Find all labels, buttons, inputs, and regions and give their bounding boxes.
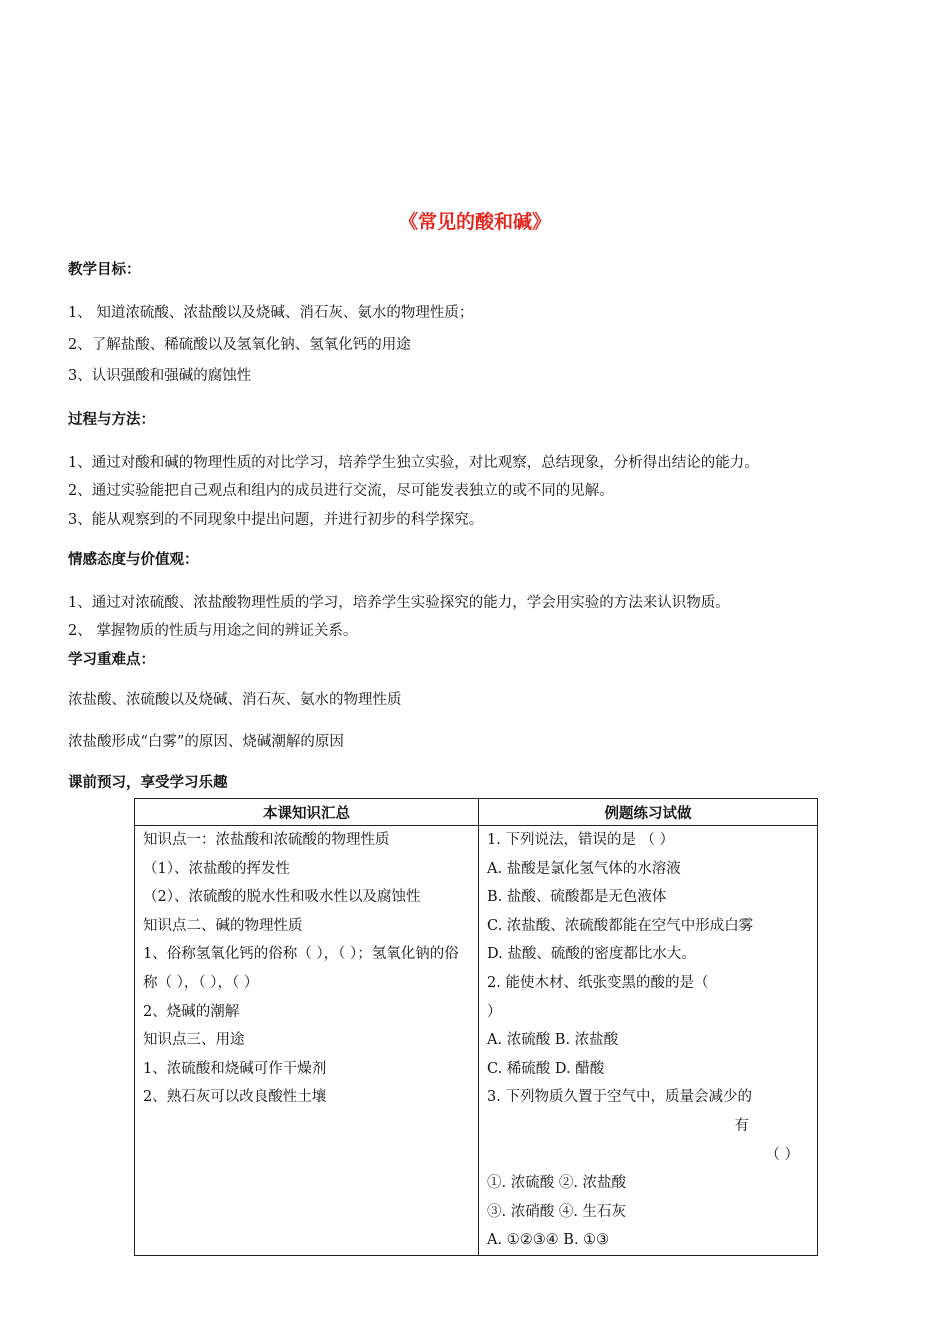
summary-line: （1）、浓盐酸的挥发性 <box>143 860 290 877</box>
summary-line: 知识点三、用途 <box>143 1032 245 1049</box>
practice-cell <box>479 826 818 1256</box>
practice-line: 1. 下列说法，错误的是 （ ） <box>487 832 675 848</box>
keypoint-item-2: 浓盐酸形成“白雾”的原因、烧碱潮解的原因 <box>68 734 344 750</box>
keypoints-heading: 学习重难点： <box>68 652 155 668</box>
summary-line: 知识点二、碱的物理性质 <box>143 917 303 934</box>
practice-line: ） <box>487 1003 502 1020</box>
attitude-item-2: 2、 掌握物质的性质与用途之间的辨证关系。 <box>68 623 358 639</box>
process-item-1: 1、通过对酸和碱的物理性质的对比学习，培养学生独立实验，对比观察，总结现象，分析得出结论的能力。 <box>68 455 759 471</box>
summary-line: 知识点一：浓盐酸和浓硫酸的物理性质 <box>143 832 390 848</box>
practice-line: A. 浓硫酸 B. 浓盐酸 <box>487 1032 619 1049</box>
attitude-heading: 情感态度与价值观： <box>68 552 199 568</box>
practice-line: 3. 下列物质久置于空气中，质量会减少的 <box>487 1089 752 1106</box>
practice-line: （ ） <box>765 1146 799 1163</box>
page-title: 《常见的酸和碱》 <box>398 211 551 233</box>
preview-heading: 课前预习，享受学习乐趣 <box>68 775 228 791</box>
keypoint-item-1: 浓盐酸、浓硫酸以及烧碱、消石灰、氨水的物理性质 <box>68 692 402 708</box>
attitude-item-1: 1、通过对浓硫酸、浓盐酸物理性质的学习，培养学生实验探究的能力，学会用实验的方法来认识物质。 <box>68 595 730 611</box>
practice-line: ③. 浓硝酸 ④. 生石灰 <box>487 1203 627 1220</box>
practice-line: C. 稀硫酸 D. 醋酸 <box>487 1060 605 1077</box>
practice-line: 2. 能使木材、纸张变黑的酸的是（ <box>487 974 709 991</box>
practice-line: B. 盐酸、硫酸都是无色液体 <box>487 889 667 906</box>
process-heading: 过程与方法： <box>68 412 155 428</box>
knowledge-table <box>134 798 818 1256</box>
summary-cell <box>135 826 479 1256</box>
practice-line: C. 浓盐酸、浓硫酸都能在空气中形成白雾 <box>487 917 754 934</box>
practice-line: A. 盐酸是氯化氢气体的水溶液 <box>487 860 681 877</box>
process-item-2: 2、通过实验能把自己观点和组内的成员进行交流，尽可能发表独立的或不同的见解。 <box>68 483 614 499</box>
summary-line: （2）、浓硫酸的脱水性和吸水性以及腐蚀性 <box>143 889 421 906</box>
practice-line: 有 <box>734 1117 749 1134</box>
goal-item-3: 3、认识强酸和强碱的腐蚀性 <box>68 368 252 384</box>
process-item-3: 3、能从观察到的不同现象中提出问题，并进行初步的科学探究。 <box>68 512 484 528</box>
practice-line: D. 盐酸、硫酸的密度都比水大。 <box>487 946 696 963</box>
goal-item-2: 2、了解盐酸、稀硫酸以及氢氧化钠、氢氧化钙的用途 <box>68 337 411 353</box>
practice-line: A. ①②③④ B. ①③ <box>487 1232 610 1249</box>
goal-item-1: 1、 知道浓硫酸、浓盐酸以及烧碱、消石灰、氨水的物理性质； <box>68 305 474 321</box>
table-header-practice: 例题练习试做 <box>479 799 818 826</box>
summary-line: 1、浓硫酸和烧碱可作干燥剂 <box>143 1060 327 1077</box>
summary-line: 2、熟石灰可以改良酸性土壤 <box>143 1089 327 1106</box>
practice-line: ①. 浓硫酸 ②. 浓盐酸 <box>487 1175 627 1192</box>
summary-line: 1、俗称氢氧化钙的俗称（ ），（ ）；氢氧化钠的俗称（ ），（ ），（ ） <box>143 946 459 991</box>
goals-heading: 教学目标： <box>68 262 141 278</box>
summary-line: 2、烧碱的潮解 <box>143 1003 240 1020</box>
table-header-summary: 本课知识汇总 <box>135 799 479 826</box>
